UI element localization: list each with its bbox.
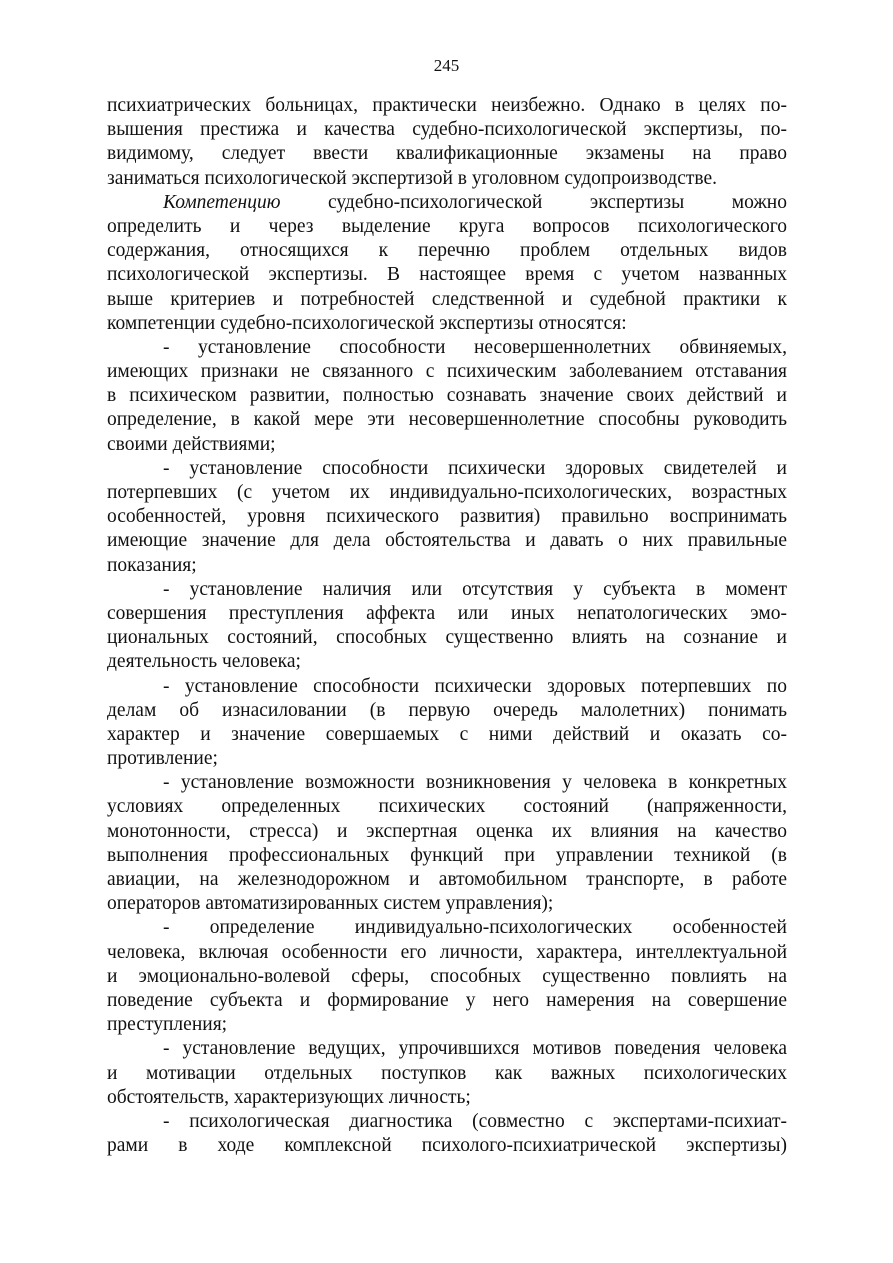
list-item-line: - установление наличия или отсутствия у субъекта в момент [163,578,787,600]
text-line: видимому, следует ввести квалификационные экзамены на право [107,143,787,165]
text-line: потерпевших (с учетом их индивидуально-психологических, возрастных [107,482,787,503]
text-line: вышения престижа и качества судебно-психологической экспертизы, по- [107,119,787,141]
text-line: компетенции судебно-психологической экспертизы относятся: [107,312,627,334]
page-number: 245 [433,56,460,75]
text-line: выше критериев и потребностей следственной и судебной практики к [107,288,787,310]
list-item-line: - установление способности психически здоровых потерпевших по [163,675,787,697]
text-line: показания; [107,554,197,576]
text-line: делам об изнасиловании (в первую очередь малолетних) понимать [107,699,787,721]
text-line [107,191,787,215]
list-item-line: - установление способности психически здоровых свидетелей и [163,457,787,479]
list-item-line: - психологическая диагностика (совместно с экспертами-психиат- [163,1110,787,1132]
text-line: авиации, на железнодорожном и автомобильном транспорте, в работе [107,869,787,890]
text-line: определить и через выделение круга вопросов психологического [107,215,787,237]
text-line: монотонности, стресса) и экспертная оценка их влияния на качество [107,820,787,842]
list-item-line: - определение индивидуально-психологических особенностей [163,917,787,939]
text-line: деятельность человека; [107,651,301,673]
text-line: рами в ходе комплексной психолого-психиатрической экспертизы) [107,1135,787,1157]
list-item-line: - установление ведущих, упрочившихся мотивов поведения человека [163,1038,787,1060]
text-line: обстоятельств, характеризующих личность; [107,1086,471,1108]
text-line-rest: судебно-психологической экспертизы можно [280,191,787,213]
text-line: циональных состояний, способных существенно влиять на сознание и [107,627,787,649]
text-line: характер и значение совершаемых с ними действий и оказать со- [107,723,787,745]
list-item-line: - установление возможности возникновения у человека в конкретных [163,772,787,794]
text-line: выполнения профессиональных функций при управлении техникой (в [107,844,787,866]
text-line: психологической экспертизы. В настоящее время с учетом названных [107,264,787,286]
text-line: особенностей, уровня психического развития) правильно воспринимать [107,506,787,528]
text-line: своими действиями; [107,433,276,455]
text-line: условиях определенных психических состояний (напряженности, [107,796,787,818]
text-line: противление; [107,748,218,770]
list-item-line: - установление способности несовершеннолетних обвиняемых, [163,336,787,358]
text-line: имеющие значение для дела обстоятельства и давать о них правильные [107,530,787,552]
text-line: заниматься психологической экспертизой в уголовном судопроизводстве. [107,167,717,189]
text-line: операторов автоматизированных систем управления); [107,893,554,915]
text-line: и мотивации отдельных поступков как важных психологических [107,1062,787,1084]
body-text [107,94,787,1158]
text-line: человека, включая особенности его личности, характера, интеллектуальной [107,941,787,963]
text-line: психиатрических больницах, практически неизбежно. Однако в целях по- [107,95,787,116]
text-line: имеющих признаки не связанного с психическим заболеванием отставания [107,361,787,383]
text-line: совершения преступления аффекта или иных непатологических эмо- [107,602,787,624]
text-line: определение, в какой мере эти несовершеннолетние способны руководить [107,409,787,431]
text-line: поведение субъекта и формирование у него намерения на совершение [107,989,787,1011]
text-line: содержания, относящихся к перечню проблем отдельных видов [107,240,787,262]
text-line: и эмоционально-волевой сферы, способных существенно повлиять на [107,965,787,987]
italic-term: Компетенцию [163,191,281,213]
text-line: преступления; [107,1014,228,1036]
text-line: в психическом развитии, полностью сознавать значение своих действий и [107,385,787,407]
